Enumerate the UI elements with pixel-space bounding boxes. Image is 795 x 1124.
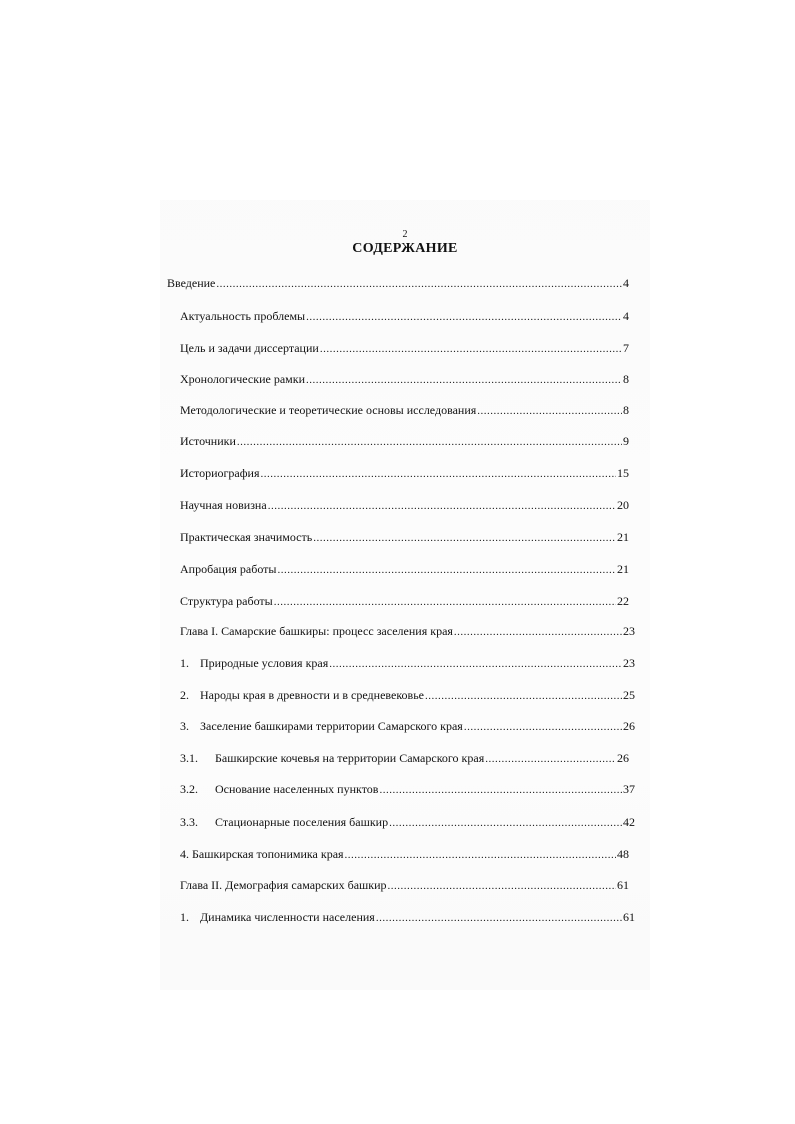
toc-leader: [237, 435, 622, 449]
toc-entry-page: 48: [617, 847, 629, 861]
toc-entry: [180, 403, 629, 418]
toc-entry-title: Динамика численности населения: [200, 910, 375, 924]
toc-entry-number: 3.1.: [180, 751, 198, 765]
toc-entry: [180, 719, 635, 734]
toc-entry-title: Глава I. Самарские башкиры: процесс заселения края: [180, 624, 453, 638]
toc-entry-number: 1.: [180, 656, 189, 670]
toc-entry-page: 8: [623, 372, 629, 386]
toc-entry-title: Хронологические рамки: [180, 372, 305, 386]
toc-entry: [180, 751, 629, 766]
toc-leader: [464, 720, 622, 734]
toc-leader: [277, 563, 616, 577]
toc-entry-number: 2.: [180, 688, 189, 702]
toc-entry-title: 4. Башкирская топонимика края: [180, 847, 344, 861]
toc-entry: [180, 372, 629, 387]
toc-leader: [376, 911, 622, 925]
toc-entry: [180, 594, 629, 609]
page-title: СОДЕРЖАНИЕ: [352, 241, 458, 256]
toc-entry-title: Методологические и теоретические основы исследования: [180, 403, 477, 417]
toc-leader: [477, 404, 622, 418]
toc-leader: [274, 595, 616, 609]
toc-leader: [425, 689, 622, 703]
toc-entry: [180, 530, 629, 545]
toc-leader: [389, 816, 622, 830]
toc-leader: [268, 499, 616, 513]
toc-entry-page: 21: [617, 562, 629, 576]
toc-entry-page: 7: [623, 341, 629, 355]
toc-entry: [180, 498, 629, 513]
toc-leader: [306, 310, 622, 324]
toc-entry-title: Глава II. Демография самарских башкир: [180, 878, 387, 892]
toc-entry-title: Научная новизна: [180, 498, 267, 512]
toc-entry-title: Башкирские кочевья на территории Самарского края: [215, 751, 485, 765]
toc-entry: [180, 815, 635, 830]
toc-entry: [180, 434, 629, 449]
toc-leader: [388, 879, 616, 893]
toc-entry-title: Историография: [180, 466, 260, 480]
toc-entry-page: 23: [623, 656, 635, 670]
toc-leader: [345, 848, 616, 862]
toc-leader: [454, 625, 622, 639]
toc-entry-page: 37: [623, 782, 635, 796]
toc-entry-page: 9: [623, 434, 629, 448]
toc-entry: [180, 688, 635, 703]
toc-entry: [180, 878, 629, 893]
toc-entry-page: 8: [623, 403, 629, 417]
toc-entry-title: Заселение башкирами территории Самарского края: [200, 719, 463, 733]
toc-entry: [180, 309, 629, 324]
toc-leader: [329, 657, 622, 671]
toc-entry: [180, 624, 635, 639]
toc-entry-page: 20: [617, 498, 629, 512]
toc-entry: [180, 847, 629, 862]
toc-entry-page: 26: [623, 719, 635, 733]
toc-entry-title: Актуальность проблемы: [180, 309, 306, 323]
toc-entry: [180, 782, 635, 797]
toc-leader: [379, 783, 622, 797]
toc-entry-page: 4: [623, 309, 629, 323]
toc-entry: [180, 341, 629, 356]
toc-entry: [180, 466, 629, 481]
toc-entry-page: 22: [617, 594, 629, 608]
toc-entry-page: 25: [623, 688, 635, 702]
toc-entry-title: Стационарные поселения башкир: [215, 815, 389, 829]
toc-entry-title: Апробация работы: [180, 562, 277, 576]
toc-leader: [216, 277, 622, 291]
toc-leader: [306, 373, 622, 387]
toc-entry-title: Практическая значимость: [180, 530, 313, 544]
toc-entry: [180, 910, 635, 925]
toc-entry-page: 61: [617, 878, 629, 892]
toc-entry-page: 42: [623, 815, 635, 829]
toc-leader: [260, 467, 616, 481]
toc-entry-title: Структура работы: [180, 594, 273, 608]
toc-entry-page: 23: [623, 624, 635, 638]
toc-entry-title: Народы края в древности и в средневековье: [200, 688, 425, 702]
toc-entry: [180, 656, 635, 671]
toc-entry-title: Источники: [180, 434, 236, 448]
toc-entry-page: 21: [617, 530, 629, 544]
page-number: 2: [402, 229, 408, 240]
toc-leader: [485, 752, 616, 766]
toc-entry: [167, 276, 629, 291]
toc-entry-title: Цель и задачи диссертации: [180, 341, 319, 355]
toc-entry-page: 61: [623, 910, 635, 924]
toc-entry-number: 3.: [180, 719, 189, 733]
toc-leader: [320, 342, 622, 356]
toc-entry-number: 3.2.: [180, 782, 198, 796]
toc-entry-number: 3.3.: [180, 815, 198, 829]
toc-entry-title: Природные условия края: [200, 656, 329, 670]
toc-entry-page: 15: [617, 466, 629, 480]
toc-leader: [313, 531, 616, 545]
toc-entry-number: 1.: [180, 910, 189, 924]
toc-entry-title: Введение: [167, 276, 216, 290]
toc-entry-title: Основание населенных пунктов: [215, 782, 379, 796]
toc-entry-page: 4: [623, 276, 629, 290]
toc-entry-page: 26: [617, 751, 629, 765]
toc-entry: [180, 562, 629, 577]
